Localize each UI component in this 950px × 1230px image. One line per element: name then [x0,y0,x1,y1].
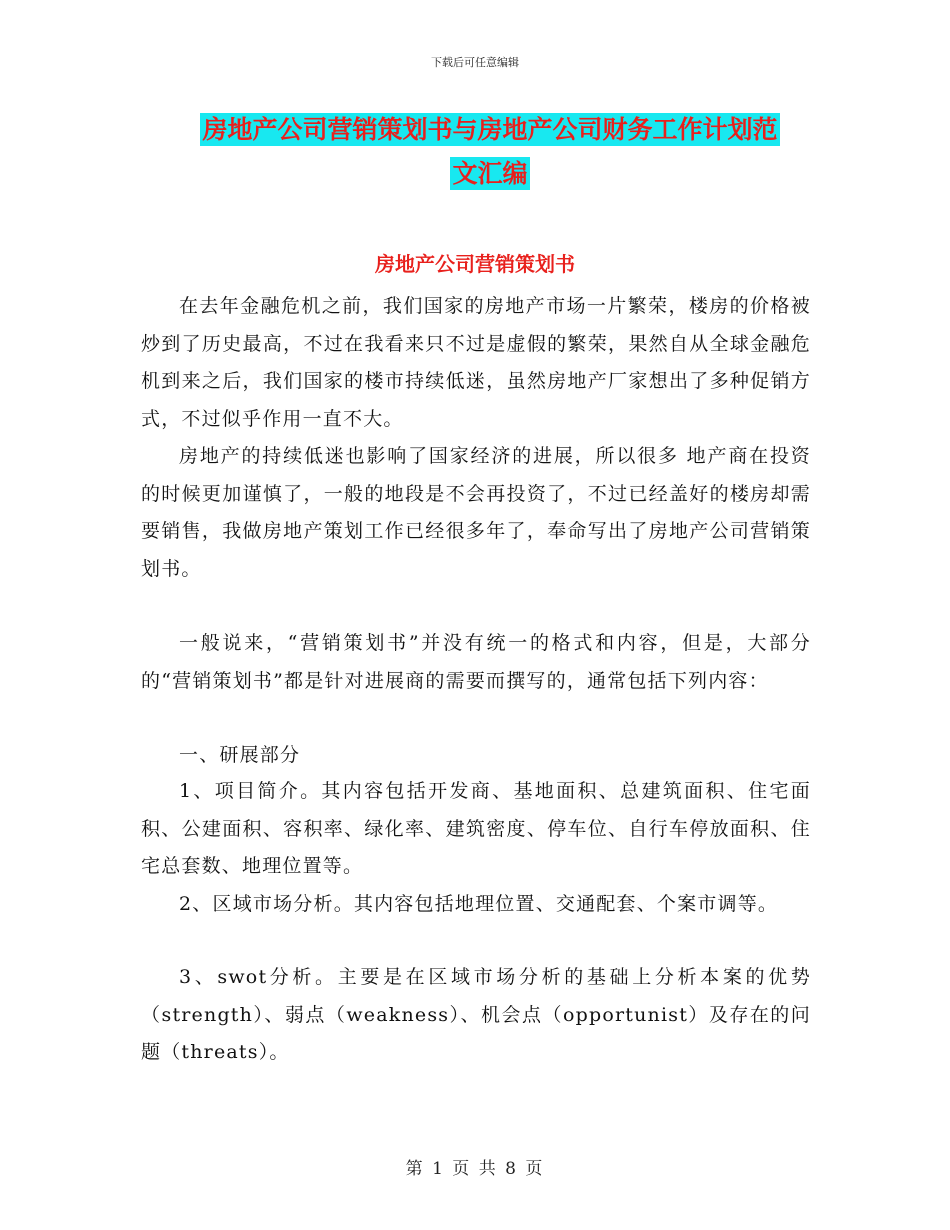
header-note: 下载后可任意编辑 [431,56,519,69]
paragraph-intro [141,288,811,438]
document-title [140,108,840,196]
paragraph: 3、swot分析。主要是在区域市场分析的基础上分析本案的优势（strength）、弱点（weakness）、机会点（opportunist）及存在的问题（threats）。 [141,966,811,1063]
title-line-2: 文汇编 [452,159,528,188]
page-number-footer: 第 1 页 共 8 页 [405,1159,545,1179]
title-line-1: 房地产公司营销策划书与房地产公司财务工作计划范 [202,115,778,144]
paragraph: 一、研展部分 [179,744,301,766]
paragraph: 房地产的持续低迷也影响了国家经济的进展，所以很多 地产商在投资的时候更加谨慎了，一般的地段是不会再投资了，不过已经盖好的楼房却需要销售，我做房地产策划工作已经很多年了，奉命写出了房地产公司营销策划书。 [141,445,811,580]
paragraph-general [141,625,811,700]
paragraph: 在去年金融危机之前，我们国家的房地产市场一片繁荣，楼房的价格被炒到了历史最高，不过在我看来只不过是虚假的繁荣，果然自从全球金融危机到来之后，我们国家的楼市持续低迷，虽然房地产厂家想出了多种促销方式，不过似乎作用一直不大。 [141,295,811,430]
section-heading: 房地产公司营销策划书 [375,252,575,276]
list-item-regional-analysis [141,886,811,924]
paragraph: 2、区域市场分析。其内容包括地理位置、交通配套、个案市调等。 [179,893,779,915]
paragraph: 一般说来，“营销策划书”并没有统一的格式和内容，但是，大部分的“营销策划书”都是针对进展商的需要而撰写的，通常包括下列内容： [141,632,811,692]
paragraph-market [141,438,811,588]
paragraph: 1、项目简介。其内容包括开发商、基地面积、总建筑面积、住宅面积、公建面积、容积率、绿化率、建筑密度、停车位、自行车停放面积、住宅总套数、地理位置等。 [141,780,811,877]
section-item-heading [141,737,811,775]
list-item-project-intro [141,773,811,886]
list-item-swot [141,959,811,1072]
